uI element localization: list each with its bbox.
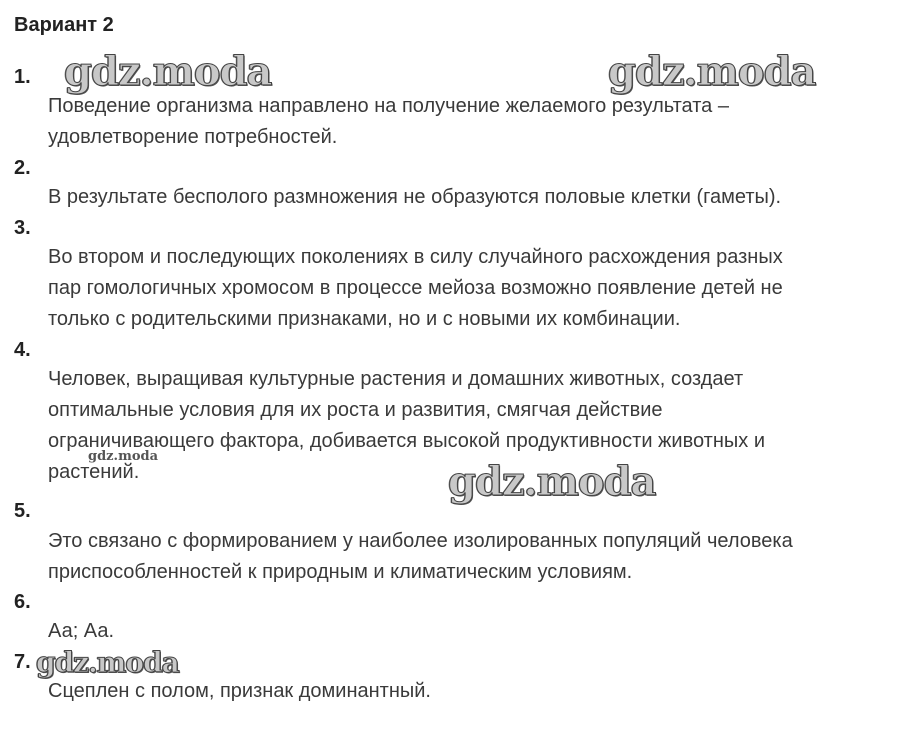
answer-6-line-1: Аа; Аа.	[48, 620, 115, 642]
answer-5-line-1: Это связано с формированием у наиболее изолированных популяций человека	[48, 530, 793, 552]
watermark-logo: gdz.moda	[36, 646, 179, 679]
answer-6-number: 6.	[14, 591, 31, 613]
answer-4-line-2: оптимальные условия для их роста и развития, смягчая действие	[48, 399, 663, 421]
watermark-logo: gdz.moda	[64, 48, 272, 95]
answer-1-line-1: Поведение организма направлено на получение желаемого результата –	[48, 95, 729, 117]
watermark-logo-small: gdz.moda	[88, 449, 159, 464]
answer-2-line-1: В результате бесполого размножения не образуются половые клетки (гаметы).	[48, 186, 782, 208]
answer-3-number: 3.	[14, 217, 31, 239]
answer-4-line-1: Человек, выращивая культурные растения и домашних животных, создает	[48, 368, 744, 390]
answer-7-text	[48, 676, 431, 707]
variant-title: Вариант 2	[14, 14, 114, 36]
answer-4-number: 4.	[14, 339, 31, 361]
answer-3-line-2: пар гомологичных хромосом в процессе мейоза возможно появление детей не	[48, 277, 783, 299]
answer-7-number: 7.	[14, 651, 31, 673]
answer-4-line-3: ограничивающего фактора, добивается высокой продуктивности животных и	[48, 430, 765, 452]
answer-1-number: 1.	[14, 66, 31, 88]
answer-3-text	[48, 242, 783, 335]
watermark-logo: gdz.moda	[448, 458, 656, 505]
answer-4-line-4: растений.	[48, 461, 140, 483]
answer-3-line-1: Во втором и последующих поколениях в силу случайного расхождения разных	[48, 246, 783, 268]
answer-5-number: 5.	[14, 500, 31, 522]
answer-5-line-2: приспособленностей к природным и климатическим условиям.	[48, 561, 633, 583]
answer-2-number: 2.	[14, 157, 31, 179]
answer-1-line-2: удовлетворение потребностей.	[48, 126, 338, 148]
answer-2-text	[48, 182, 781, 213]
answer-4-text	[48, 364, 765, 488]
answer-5-text	[48, 526, 793, 588]
answer-1-text	[48, 91, 729, 153]
answer-7-line-1: Сцеплен с полом, признак доминантный.	[48, 680, 431, 702]
watermark-logo: gdz.moda	[608, 48, 816, 95]
answer-6-text	[48, 616, 114, 647]
answer-3-line-3: только с родительскими признаками, но и с новыми их комбинации.	[48, 308, 681, 330]
